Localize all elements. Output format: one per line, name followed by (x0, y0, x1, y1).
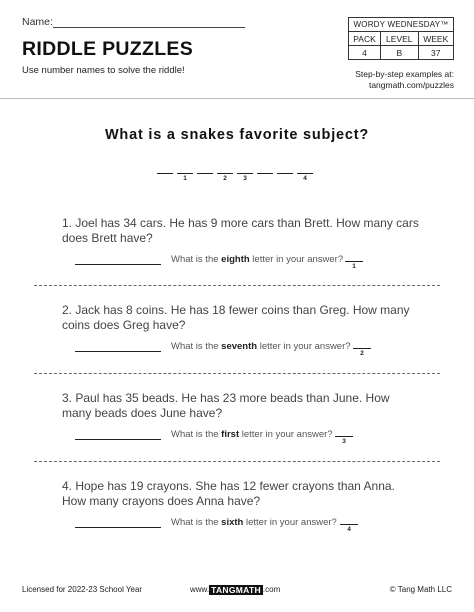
name-field[interactable] (53, 27, 245, 28)
clue-number: 3 (342, 438, 346, 445)
site-link[interactable]: www. TANGMATH .com (190, 585, 281, 595)
clue-number: 4 (347, 526, 351, 533)
level-value: B (381, 46, 418, 60)
riddle-blank[interactable] (297, 158, 313, 182)
steps-note (355, 69, 454, 91)
week-label: WEEK (418, 32, 454, 46)
clue-blank[interactable] (340, 524, 358, 525)
answer-line[interactable] (75, 264, 161, 265)
problem-text: 2. Jack has 8 coins. He has 18 fewer coins than Greg. How many coins does Greg have? (62, 303, 410, 332)
problem-text: 4. Hope has 19 crayons. She has 12 fewer crayons than Anna. How many crayons does Anna have? (62, 479, 395, 508)
section-divider (34, 285, 440, 286)
problem-prompt: What is the seventh letter in your answer? (171, 341, 351, 352)
license-text: Licensed for 2022-23 School Year (22, 585, 143, 594)
tangmath-logo: TANGMATH (211, 585, 261, 595)
riddle-blank[interactable] (197, 158, 213, 174)
blank-number: 3 (243, 175, 247, 182)
problem-text: 3. Paul has 35 beads. He has 23 more beads than June. How many beads does June have? (62, 391, 390, 420)
clue-number: 1 (352, 263, 356, 270)
steps-link[interactable]: tangmath.com/puzzles (368, 80, 454, 90)
answer-line[interactable] (75, 351, 161, 352)
riddle-blank[interactable] (257, 158, 273, 174)
answer-line[interactable] (75, 527, 161, 528)
page-title: RIDDLE PUZZLES (22, 38, 194, 60)
problem-text: 1. Joel has 34 cars. He has 9 more cars than Brett. How many cars does Brett have? (62, 216, 419, 245)
steps-line: Step-by-step examples at: (355, 69, 454, 79)
problem-prompt: What is the first letter in your answer? (171, 429, 333, 440)
riddle-blank[interactable] (277, 158, 293, 174)
pack-value: 4 (349, 46, 381, 60)
pack-label: PACK (349, 32, 381, 46)
header-divider (0, 98, 474, 99)
blank-number: 4 (303, 175, 307, 182)
clue-blank[interactable] (345, 261, 363, 262)
page-subtitle: Use number names to solve the riddle! (22, 65, 185, 76)
clue-blank[interactable] (335, 436, 353, 437)
problem-prompt: What is the sixth letter in your answer? (171, 517, 337, 528)
riddle-blank[interactable] (217, 158, 233, 182)
riddle-question: What is a snakes favorite subject? (104, 127, 370, 143)
riddle-blank[interactable] (237, 158, 253, 182)
riddle-blank[interactable] (177, 158, 193, 182)
clue-number: 2 (360, 350, 364, 357)
week-value: 37 (418, 46, 454, 60)
section-divider (34, 461, 440, 462)
copyright-text: © Tang Math LLC (389, 585, 452, 594)
blank-number: 2 (223, 175, 227, 182)
blank-number: 1 (183, 175, 187, 182)
section-divider (34, 373, 440, 374)
series-label: WORDY WEDNESDAY™ (349, 18, 454, 32)
problem-prompt: What is the eighth letter in your answer? (171, 254, 344, 265)
riddle-blank[interactable] (157, 158, 173, 174)
level-label: LEVEL (381, 32, 418, 46)
info-table (348, 17, 454, 60)
clue-blank[interactable] (353, 348, 371, 349)
answer-line[interactable] (75, 439, 161, 440)
name-label: Name: (22, 16, 53, 28)
